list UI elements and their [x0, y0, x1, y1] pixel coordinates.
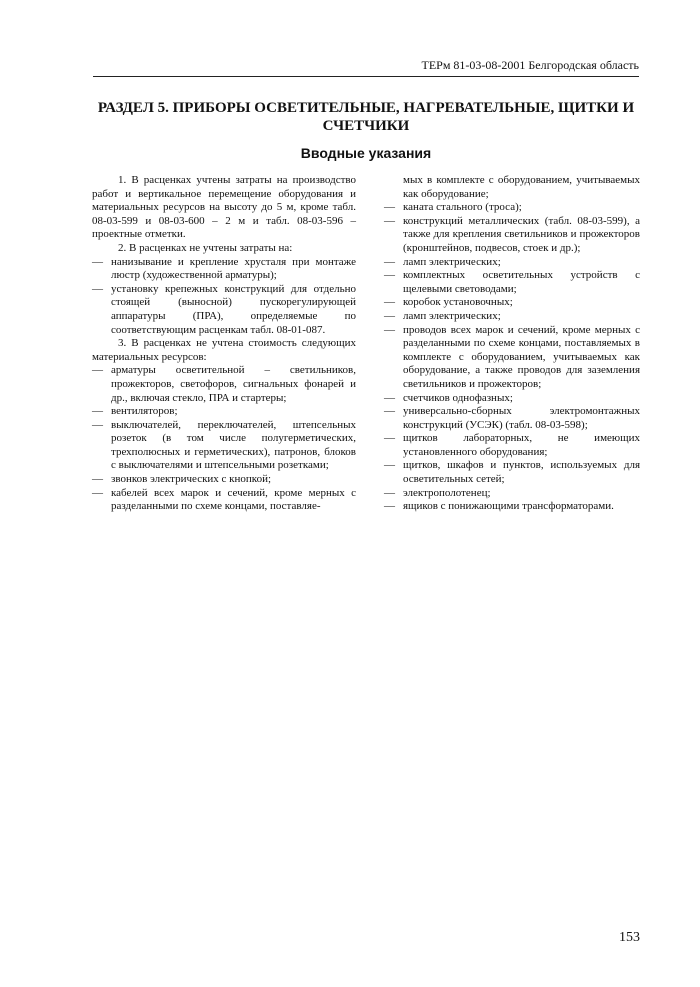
running-header: ТЕРм 81-03-08-2001 Белгородская область: [93, 58, 639, 77]
list-item-text: щитков, шкафов и пунктов, используемых для осветительных сетей;: [403, 459, 640, 486]
section-title: [93, 99, 639, 135]
dash-bullet: —: [384, 391, 395, 404]
list-item: [384, 324, 640, 392]
list-item-text: нанизывание и крепление хрусталя при монтаже люстр (художественной арматуры);: [111, 255, 356, 282]
list-item: [92, 364, 356, 405]
list-item: [384, 296, 640, 310]
dash-bullet: —: [92, 473, 103, 486]
list-items-right: [384, 201, 640, 514]
list-item-text: вентиляторов;: [111, 405, 178, 418]
paragraph-3: 3. В расценках не учтена стоимость следующих материальных ресурсов:: [92, 337, 356, 363]
list-item: [384, 487, 640, 501]
list-item-text: кабелей всех марок и сечений, кроме мерных с разделанными по схеме концами, поставляе-: [111, 486, 356, 513]
list-item-text: электрополотенец;: [403, 486, 491, 499]
continuation-text: мых в комплекте с оборудованием, учитываемых как оборудование;: [403, 174, 640, 200]
list-item-text: щитков лабораторных, не имеющих установленного оборудования;: [403, 432, 640, 458]
list-item-text: универсально-сборных электромонтажных конструкций (УСЭК) (табл. 08-03-598);: [403, 405, 640, 431]
list-item: [92, 419, 356, 473]
dash-bullet: —: [384, 255, 395, 268]
list-item: [384, 392, 640, 406]
dash-bullet: —: [92, 486, 103, 499]
list-item: [384, 201, 640, 215]
list-item-text: счетчиков однофазных;: [403, 391, 513, 404]
list-item-text: коробок установочных;: [403, 296, 513, 309]
dash-bullet: —: [384, 201, 395, 214]
list-item-text: конструкций металлических (табл. 08-03-599), а также для крепления светильников и прожекторов (кронштейнов, подвесов, стоек и др.);: [403, 214, 640, 254]
list-item: [384, 310, 640, 324]
dash-bullet: —: [384, 214, 395, 227]
section-subtitle: Вводные указания: [300, 145, 432, 161]
list-item-text: каната стального (троса);: [403, 201, 522, 214]
dash-bullet: —: [384, 323, 395, 336]
section-title-line2: СЧЕТЧИКИ: [322, 118, 410, 134]
list-item-text: ламп электрических;: [403, 309, 501, 322]
list-item-text: ящиков с понижающими трансформаторами.: [403, 500, 614, 513]
list-item-text: выключателей, переключателей, штепсельных розеток (в том числе полугерметических, трехполюсных и герметических), патронов, блоков с выключателями и штепсельными розетками;: [111, 418, 356, 472]
list-item: [92, 256, 356, 283]
list-item: [92, 487, 356, 514]
list-item-text: арматуры осветительной – светильников, прожекторов, светофоров, сигнальных фонарей и др., включая стекло, ПРА и стартеры;: [111, 364, 356, 404]
list-items-3: [92, 364, 356, 514]
list-item-text: установку крепежных конструкций для отдельно стоящей (выносной) пускорегулирующей аппаратуры (ПРА), определяемые по соответствующим расценкам табл. 08-01-087.: [111, 282, 356, 336]
dash-bullet: —: [92, 255, 103, 268]
list-item: [384, 256, 640, 270]
list-item: [384, 500, 640, 514]
list-item: [92, 405, 356, 419]
dash-bullet: —: [92, 418, 103, 431]
section-title-line1: РАЗДЕЛ 5. ПРИБОРЫ ОСВЕТИТЕЛЬНЫЕ, НАГРЕВАТЕЛЬНЫЕ, ЩИТКИ И: [97, 100, 635, 116]
list-item-text: проводов всех марок и сечений, кроме мерных с разделанными по схеме концами, поставляемых в комплекте с оборудованием, учитываемых как оборудование, а также проводов для заземления светильников и прожекторов;: [403, 323, 640, 390]
dash-bullet: —: [384, 500, 395, 513]
left-column: [92, 174, 356, 514]
dash-bullet: —: [384, 432, 395, 445]
dash-bullet: —: [384, 459, 395, 472]
right-column: [384, 174, 640, 514]
list-item: [92, 283, 356, 337]
list-item-text: звонков электрических с кнопкой;: [111, 473, 272, 486]
list-item-text: комплектных осветительных устройств с щелевыми световодами;: [403, 269, 640, 295]
list-item: [384, 459, 640, 486]
paragraph-2: 2. В расценках не учтены затраты на:: [118, 241, 293, 254]
list-items-2: [92, 256, 356, 338]
paragraph-1: 1. В расценках учтены затраты на производство работ и вертикальное перемещение оборудования и материальных ресурсов на высоту до 5 м, кроме табл. 08-03-599 и 08-03-600 – 2 м и табл. 08-03-596 – проектные отметки.: [92, 174, 356, 241]
dash-bullet: —: [384, 269, 395, 282]
dash-bullet: —: [384, 405, 395, 418]
list-item-text: ламп электрических;: [403, 255, 501, 268]
dash-bullet: —: [384, 296, 395, 309]
dash-bullet: —: [92, 364, 103, 377]
list-item: [384, 215, 640, 256]
dash-bullet: —: [92, 405, 103, 418]
list-item: [384, 269, 640, 296]
dash-bullet: —: [92, 282, 103, 295]
list-item: [92, 473, 356, 487]
list-item: [384, 405, 640, 432]
dash-bullet: —: [384, 486, 395, 499]
page-number: 153: [619, 930, 640, 945]
list-item: [384, 432, 640, 459]
dash-bullet: —: [384, 309, 395, 322]
